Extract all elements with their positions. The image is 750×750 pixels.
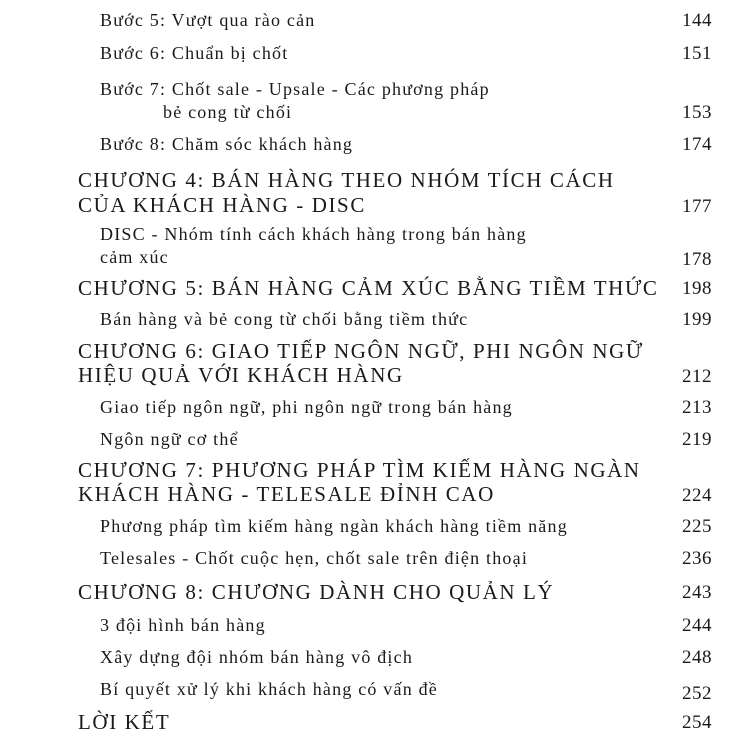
- toc-entry-tim-kiem: [0, 516, 750, 546]
- toc-entry-tiem-thuc: [0, 309, 750, 339]
- chapter-title: CHƯƠNG 7: PHƯƠNG PHÁP TÌM KIẾM HÀNG NGÀN: [78, 458, 641, 482]
- toc-entry-page: 151: [682, 43, 712, 64]
- toc-entry-buoc-7-cont: [0, 102, 750, 132]
- toc-entry-disc-cont: [0, 247, 750, 277]
- toc-entry-page: 244: [682, 615, 712, 636]
- chapter-title: CHƯƠNG 8: CHƯƠNG DÀNH CHO QUẢN LÝ: [78, 580, 555, 604]
- toc-entry-page: 153: [682, 102, 712, 123]
- toc-entry-title: Bước 6: Chuẩn bị chốt: [100, 43, 289, 63]
- toc-chapter-7-cont: [0, 482, 750, 512]
- toc-entry-page: 199: [682, 309, 712, 330]
- toc-entry-title: Bước 8: Chăm sóc khách hàng: [100, 134, 354, 154]
- toc-chapter-8: [0, 580, 750, 610]
- toc-entry-page: 225: [682, 516, 712, 537]
- toc-entry-bi-quyet: [0, 679, 750, 709]
- toc-entry-title: Giao tiếp ngôn ngữ, phi ngôn ngữ trong bán hàng: [100, 397, 513, 417]
- toc-entry-title: Bán hàng và bẻ cong từ chối bằng tiềm thức: [100, 309, 469, 329]
- chapter-title: CHƯƠNG 4: BÁN HÀNG THEO NHÓM TÍCH CÁCH: [78, 168, 615, 192]
- toc-entry-buoc-6: [0, 43, 750, 73]
- toc-entry-title: Bí quyết xử lý khi khách hàng có vấn đề: [100, 679, 438, 699]
- chapter-title-cont: KHÁCH HÀNG - TELESALE ĐỈNH CAO: [78, 482, 495, 506]
- toc-entry-buoc-8: [0, 134, 750, 164]
- toc-entry-page: 198: [682, 278, 712, 299]
- toc-entry-title: Ngôn ngữ cơ thể: [100, 429, 239, 449]
- toc-entry-page: 236: [682, 548, 712, 569]
- toc-entry-ngon-ngu-co-the: [0, 429, 750, 459]
- chapter-title: LỜI KẾT: [78, 710, 171, 734]
- toc-entry-title-cont: cảm xúc: [100, 247, 169, 267]
- toc-entry-title: Bước 5: Vượt qua rào cản: [100, 10, 316, 30]
- toc-entry-title: DISC - Nhóm tính cách khách hàng trong bán hàng: [100, 224, 527, 244]
- toc-entry-page: 144: [682, 10, 712, 31]
- toc-entry-page: 212: [682, 366, 712, 387]
- toc-entry-title: Phương pháp tìm kiếm hàng ngàn khách hàng tiềm năng: [100, 516, 568, 536]
- toc-entry-page: 248: [682, 647, 712, 668]
- toc-entry-telesales: [0, 548, 750, 578]
- toc-entry-page: 174: [682, 134, 712, 155]
- toc-entry-buoc-5: [0, 10, 750, 40]
- toc-entry-page: 252: [682, 683, 712, 704]
- toc-entry-giao-tiep: [0, 397, 750, 427]
- chapter-title-cont: HIỆU QUẢ VỚI KHÁCH HÀNG: [78, 363, 404, 387]
- toc-entry-title: 3 đội hình bán hàng: [100, 615, 266, 635]
- toc-chapter-5: [0, 276, 750, 306]
- chapter-title: CHƯƠNG 6: GIAO TIẾP NGÔN NGỮ, PHI NGÔN NGỮ: [78, 339, 644, 363]
- toc-chapter-4-cont: [0, 193, 750, 223]
- chapter-title-cont: CỦA KHÁCH HÀNG - DISC: [78, 193, 366, 217]
- toc-entry-title: Bước 7: Chốt sale - Upsale - Các phương pháp: [100, 79, 490, 99]
- toc-entry-page: 178: [682, 249, 712, 270]
- toc-entry-title: Xây dựng đội nhóm bán hàng vô địch: [100, 647, 414, 667]
- toc-chapter-6-cont: [0, 363, 750, 393]
- toc-entry-page: 213: [682, 397, 712, 418]
- toc-entry-page: 243: [682, 582, 712, 603]
- toc-entry-page: 254: [682, 712, 712, 733]
- toc-entry-page: 224: [682, 485, 712, 506]
- toc-entry-title: Telesales - Chốt cuộc hẹn, chốt sale trên điện thoại: [100, 548, 529, 568]
- toc-entry-page: 219: [682, 429, 712, 450]
- toc-loi-ket: [0, 710, 750, 740]
- chapter-title: CHƯƠNG 5: BÁN HÀNG CẢM XÚC BẰNG TIỀM THỨC: [78, 276, 659, 300]
- toc-entry-page: 177: [682, 196, 712, 217]
- toc-entry-title-cont: bẻ cong từ chối: [163, 102, 293, 122]
- toc-entry-doi-hinh: [0, 615, 750, 645]
- toc-entry-doi-nhom: [0, 647, 750, 677]
